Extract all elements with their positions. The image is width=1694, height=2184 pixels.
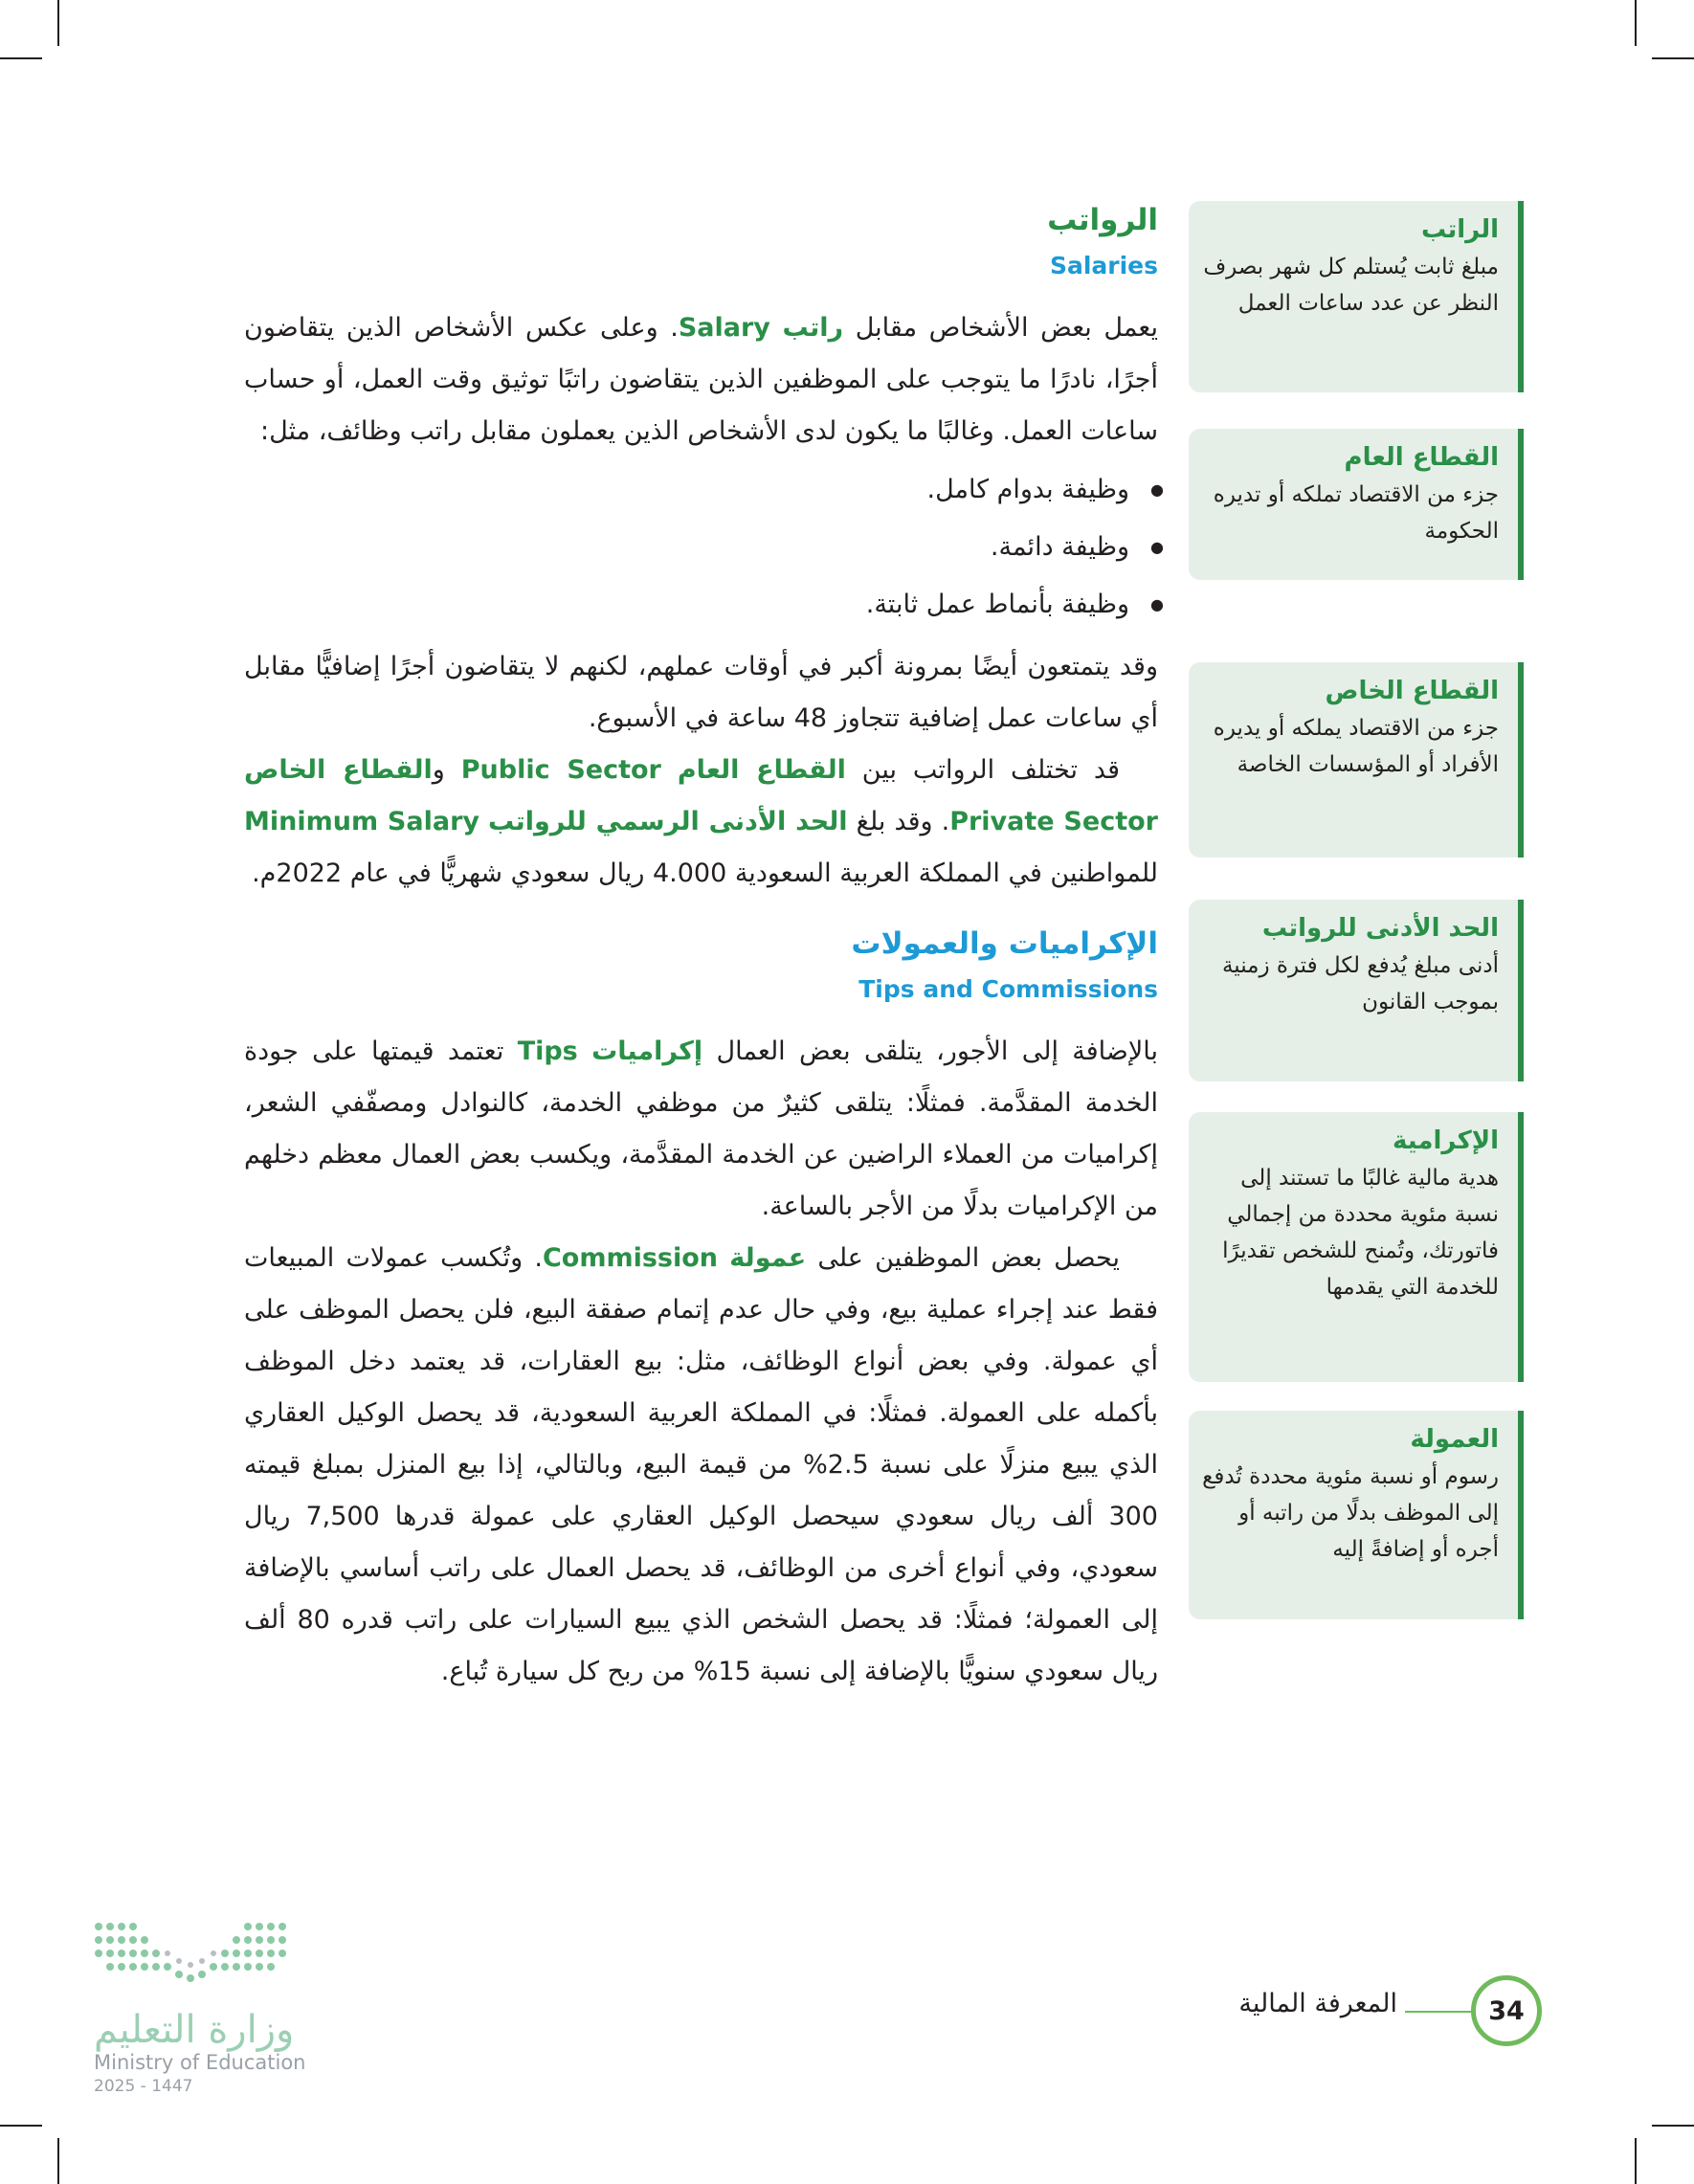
tips-title-en: Tips and Commissions: [858, 975, 1158, 1003]
crop-mark: [57, 2138, 59, 2184]
keyword-minimum-salary: الحد الأدنى الرسمي للرواتب: [488, 807, 848, 836]
glossary-card-salary: [1189, 201, 1524, 392]
crop-mark: [1652, 57, 1694, 59]
list-item: ● وظيفة بدوام كامل.: [244, 461, 1129, 519]
glossary-definition: مبلغ ثابت يُستلم كل شهر بصرف النظر عن عدد ساعات العمل: [1203, 255, 1499, 316]
ministry-year: 2025 - 1447: [94, 2077, 193, 2096]
crop-mark: [57, 0, 59, 46]
glossary-card-private-sector: [1189, 662, 1524, 858]
glossary-definition: جزء من الاقتصاد تملكه أو تديره الحكومة: [1213, 482, 1499, 544]
keyword-salary: راتب: [782, 313, 844, 343]
list-item: ● وظيفة بأنماط عمل ثابتة.: [244, 576, 1129, 634]
glossary-term: الحد الأدنى للرواتب: [1261, 914, 1499, 943]
crop-mark: [1635, 0, 1637, 46]
salary-job-list: [244, 461, 1158, 634]
glossary-card-public-sector: [1189, 429, 1524, 580]
glossary-definition: هدية مالية غالبًا ما تستند إلى نسبة مئوية محددة من إجمالي فاتورتك، وتُمنح للشخص تقديرًا للخدمة التي يقدمها: [1222, 1166, 1499, 1300]
footer-divider: [1405, 2011, 1472, 2013]
glossary-term: الإكرامية: [1393, 1126, 1499, 1155]
list-item: ● وظيفة دائمة.: [244, 519, 1129, 576]
ministry-logo-icon: [91, 1919, 311, 2000]
keyword-tips: إكراميات: [591, 1036, 703, 1066]
salaries-paragraph-2: وقد يتمتعون أيضًا بمرونة أكبر في أوقات عملهم، لكنهم لا يتقاضون أجرًا إضافيًّا مقابل أي ساعات عمل إضافية تتجاوز 48 ساعة في الأسبوع.: [244, 652, 1158, 733]
glossary-definition: أدنى مبلغ يُدفع لكل فترة زمنية بموجب القانون: [1221, 953, 1499, 1014]
keyword-commission: عمولة: [729, 1243, 807, 1273]
salaries-title-en: Salaries: [1049, 252, 1158, 279]
ministry-name-en: Ministry of Education: [94, 2051, 306, 2074]
salaries-paragraph-3: قد تختلف الرواتب بين القطاع العام Public Sector والقطاع الخاص Private Sector. وقد بلغ الحد الأدنى الرسمي للرواتب Minimum Salary للمواطنين في المملكة العربية السعودية 4.000 ريال سعودي شهريًّا في عام 2022م.: [244, 755, 1158, 888]
book-title: المعرفة المالية: [1238, 1989, 1397, 2018]
glossary-term: القطاع الخاص: [1325, 677, 1499, 705]
crop-mark: [0, 2125, 42, 2127]
glossary-definition: جزء من الاقتصاد يملكه أو يديره الأفراد أو المؤسسات الخاصة: [1213, 716, 1499, 777]
tips-paragraph-2: يحصل بعض الموظفين على عمولة Commission. وتُكسب عمولات المبيعات فقط عند إجراء عملية بيع، وفي حال عدم إتمام صفقة البيع، فلن يحصل الموظف على أي عمولة. وفي بعض أنواع الوظائف، مثل: بيع العقارات، قد يعتمد دخل الموظف بأكمله على العمولة. فمثلًا: في المملكة العربية السعودية، قد يحصل الوكيل العقاري الذي يبيع منزلًا على نسبة 2.5% من قيمة البيع، وبالتالي، إذا بيع المنزل بمبلغ قيمته 300 ألف ريال سعودي سيحصل الوكيل العقاري على عمولة قدرها 7,500 ريال سعودي، وفي أنواع أخرى من الوظائف، قد يحصل العمال على راتب أساسي بالإضافة إلى العمولة؛ فمثلًا: قد يحصل الشخص الذي يبيع السيارات على راتب قدره 80 ألف ريال سعودي سنويًّا بالإضافة إلى نسبة 15% من ربح كل سيارة تُباع.: [244, 1243, 1159, 1686]
glossary-card-commission: [1189, 1411, 1524, 1619]
page-number: 34: [1471, 1975, 1542, 2046]
tips-paragraph-1: بالإضافة إلى الأجور، يتلقى بعض العمال إكراميات Tips تعتمد قيمتها على جودة الخدمة المقدَّمة. فمثلًا: يتلقى كثيرٌ من موظفي الخدمة، كالنوادل ومصفّفي الشعر، إكراميات من العملاء الراضين عن الخدمة المقدَّمة، ويكسب بعض العمال معظم دخلهم من الإكراميات بدلًا من الأجر بالساعة.: [244, 1036, 1158, 1221]
main-content: [244, 197, 1158, 1698]
glossary-term: الراتب: [1420, 215, 1499, 244]
keyword-private-sector: القطاع الخاص: [244, 755, 433, 785]
crop-mark: [0, 57, 42, 59]
salaries-paragraph-1: يعمل بعض الأشخاص مقابل راتب Salary. وعلى عكس الأشخاص الذين يتقاضون أجرًا، نادرًا ما يتوجب على الموظفين الذين يتقاضون راتبًا توثيق وقت العمل، أو حساب ساعات العمل. وغالبًا ما يكون لدى الأشخاص الذين يعملون مقابل راتب وظائف، مثل:: [244, 313, 1158, 446]
glossary-card-tip: [1189, 1112, 1524, 1382]
crop-mark: [1635, 2138, 1637, 2184]
salaries-title: الرواتب: [1047, 203, 1158, 237]
glossary-term: القطاع العام: [1344, 443, 1499, 472]
keyword-public-sector: القطاع العام: [677, 755, 846, 785]
crop-mark: [1652, 2125, 1694, 2127]
glossary-term: العمولة: [1410, 1425, 1499, 1454]
glossary-definition: رسوم أو نسبة مئوية محددة تُدفع إلى الموظف بدلًا من راتبه أو أجره أو إضافةً إليه: [1202, 1464, 1499, 1562]
tips-title: الإكراميات والعمولات: [851, 926, 1158, 961]
glossary-card-minimum-salary: [1189, 900, 1524, 1081]
ministry-name-ar: وزارة التعليم: [94, 2008, 295, 2052]
